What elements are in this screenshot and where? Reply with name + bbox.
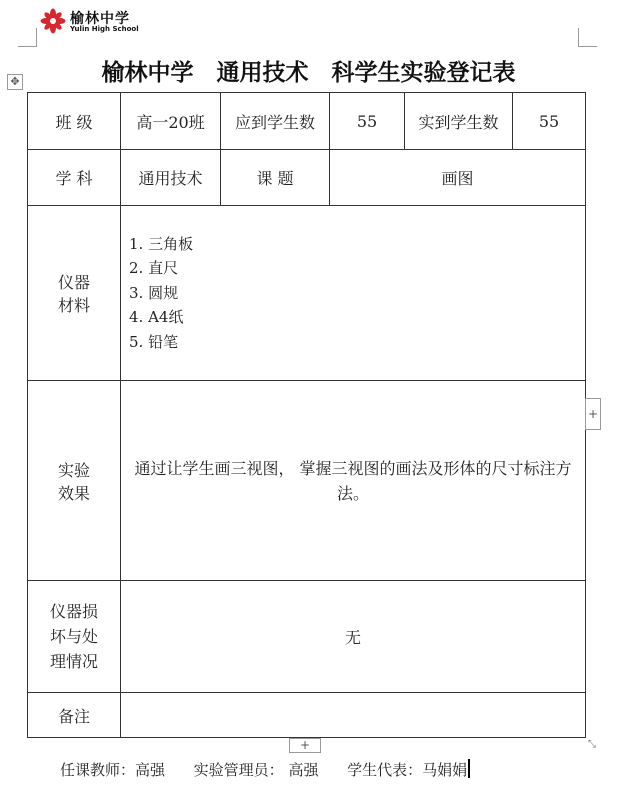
effect-label-cell (28, 381, 121, 581)
page-corner-mark-right (578, 28, 597, 47)
table-row (28, 381, 586, 581)
logo-name-cn: 榆林中学 (70, 11, 130, 27)
subject-label-cell: 学 科 (28, 150, 121, 206)
effect-text-cell[interactable]: 通过让学生画三视图， 掌握三视图的画法及形体的尺寸标注方法。 (121, 381, 586, 581)
materials-label-cell (28, 206, 121, 381)
student-name: 马娟娟 (422, 761, 468, 779)
expected-students-label-cell: 应到学生数 (221, 93, 330, 150)
damage-value-cell[interactable]: 无 (121, 581, 586, 693)
teacher-name: 高强 (135, 761, 166, 779)
list-item: 3. 圆规 (129, 283, 179, 302)
actual-students-label-cell: 实到学生数 (405, 93, 513, 150)
add-row-icon[interactable]: + (289, 738, 321, 753)
list-item: 4. A4纸 (129, 308, 184, 327)
table-row (28, 581, 586, 693)
school-logo (40, 8, 150, 34)
teacher-label: 任课教师： (60, 761, 136, 779)
manager-name: 高强 (288, 761, 319, 779)
subject-value-cell[interactable]: 通用技术 (121, 150, 221, 206)
signature-line (60, 759, 470, 780)
list-item: 1. 三角板 (129, 234, 194, 253)
topic-value-cell[interactable]: 画图 (330, 150, 586, 206)
logo-name-en: Yulin High School (70, 25, 139, 33)
registration-table (27, 92, 586, 738)
class-label-cell: 班 级 (28, 93, 121, 150)
actual-students-value-cell[interactable]: 55 (513, 93, 586, 150)
remarks-label-cell: 备注 (28, 693, 121, 738)
materials-list-cell[interactable] (121, 206, 586, 381)
table-row (28, 150, 586, 206)
table-row (28, 206, 586, 381)
materials-label-line: 仪器 (57, 273, 90, 292)
student-label: 学生代表： (347, 761, 423, 779)
materials-label-line: 材料 (57, 296, 90, 315)
page-title: 榆林中学 通用技术 科学生实验登记表 (101, 60, 516, 86)
effect-label-line: 效果 (57, 483, 90, 503)
table-row (28, 693, 586, 738)
text-cursor (468, 759, 470, 778)
damage-label-line: 理情况 (49, 652, 98, 671)
class-value-cell[interactable]: 高一20班 (121, 93, 221, 150)
table-move-icon[interactable]: ✥ (7, 74, 23, 90)
damage-label-line: 仪器损 (49, 602, 98, 621)
damage-label-line: 坏与处 (49, 627, 98, 646)
page-corner-mark-left (18, 28, 37, 47)
expected-students-value-cell[interactable]: 55 (330, 93, 405, 150)
manager-label: 实验管理员： (193, 761, 284, 779)
add-column-icon[interactable]: + (585, 398, 601, 430)
table-row (28, 93, 586, 150)
materials-list (121, 232, 585, 355)
effect-label-line: 实验 (57, 460, 90, 480)
list-item: 5. 铅笔 (129, 332, 179, 351)
topic-label-cell: 课 题 (221, 150, 330, 206)
damage-label-cell (28, 581, 121, 693)
logo-emblem-icon (40, 8, 66, 34)
remarks-value-cell[interactable] (121, 693, 586, 738)
table-resize-icon[interactable]: ⤡ (588, 739, 596, 750)
list-item: 2. 直尺 (129, 259, 179, 278)
